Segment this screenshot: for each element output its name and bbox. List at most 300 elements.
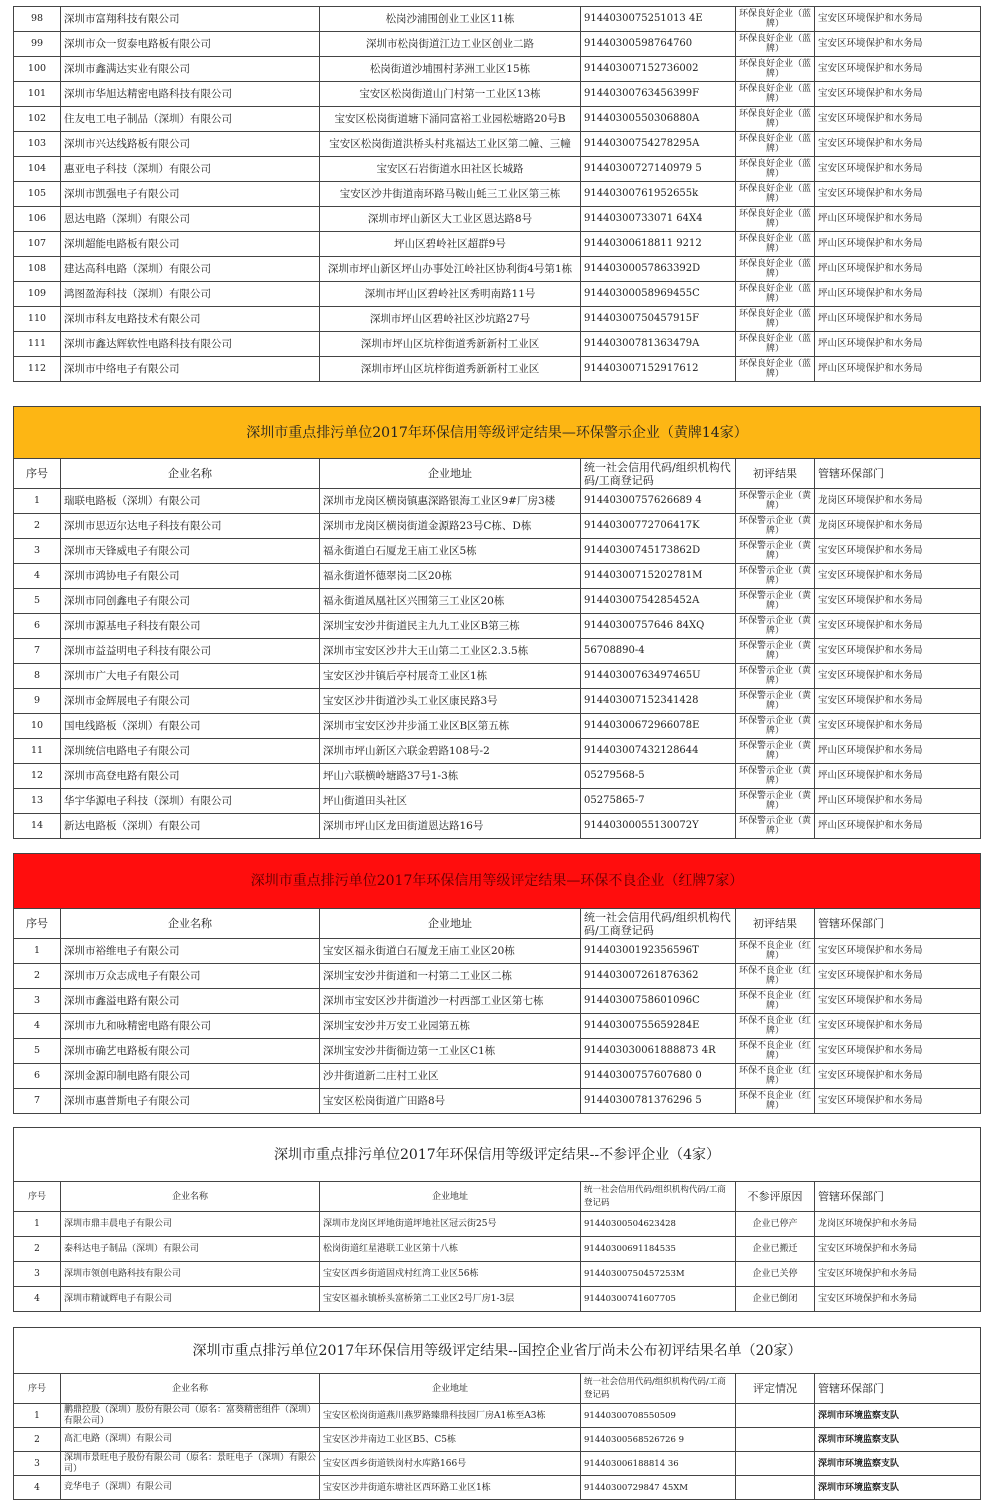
- company-name: 深圳市鑫达辉软性电路科技有限公司: [61, 332, 320, 357]
- company-address: 松岗沙浦围创业工业区11栋: [320, 7, 581, 32]
- header-no: 序号: [14, 1374, 61, 1404]
- supervising-department: 深圳市环境监察支队: [815, 1428, 981, 1452]
- nonrated-section: [13, 1127, 981, 1312]
- supervising-department: 宝安区环境保护和水务局: [815, 689, 981, 714]
- header-address: 企业地址: [320, 1374, 581, 1404]
- credit-code: 05275865-7: [581, 789, 736, 814]
- company-name: 深圳市确艺电路板有限公司: [61, 1039, 320, 1064]
- company-address: 松岗街道红星港联工业区第十八栋: [320, 1237, 581, 1262]
- company-address: 坪山街道田头社区: [320, 789, 581, 814]
- table-row: [14, 232, 981, 257]
- rating-result: 环保警示企业（黄牌）: [736, 489, 815, 514]
- rating-result: 环保良好企业（蓝牌）: [736, 257, 815, 282]
- row-number: 99: [14, 32, 61, 57]
- header-name: 企业名称: [61, 1374, 320, 1404]
- red-header-row: [14, 909, 981, 939]
- credit-code: 91440300618811 9212: [581, 232, 736, 257]
- company-address: 深圳市坪山区碧岭社区秀明南路11号: [320, 282, 581, 307]
- credit-code: 91440300550306880A: [581, 107, 736, 132]
- company-name: 深圳市鸿协电子有限公司: [61, 564, 320, 589]
- company-name: 深圳市源基电子科技有限公司: [61, 614, 320, 639]
- row-number: 11: [14, 739, 61, 764]
- non-rating-reason: 企业已关停: [736, 1262, 815, 1287]
- table-row: [14, 32, 981, 57]
- row-number: 2: [14, 964, 61, 989]
- nonrated-table: [13, 1181, 981, 1312]
- company-address: 宝安区西乡街道铁岗村水库路166号: [320, 1452, 581, 1476]
- row-number: 13: [14, 789, 61, 814]
- company-name: 深圳市裕维电子有限公司: [61, 939, 320, 964]
- header-status: 评定情况: [736, 1374, 815, 1404]
- header-no: 序号: [14, 909, 61, 939]
- header-dept: 管辖环保部门: [815, 1182, 981, 1212]
- company-name: 深圳市精诚辉电子有限公司: [61, 1287, 320, 1312]
- table-row: [14, 814, 981, 839]
- header-address: 企业地址: [320, 1182, 581, 1212]
- header-dept: 管辖环保部门: [815, 459, 981, 489]
- state-title: 深圳市重点排污单位2017年环保信用等级评定结果--国控企业省厅尚未公布初评结果名单（20家）: [13, 1327, 981, 1373]
- non-rating-reason: 企业已停产: [736, 1212, 815, 1237]
- row-number: 110: [14, 307, 61, 332]
- row-number: 10: [14, 714, 61, 739]
- table-row: [14, 714, 981, 739]
- row-number: 2: [14, 1428, 61, 1452]
- header-reason: 不参评原因: [736, 1182, 815, 1212]
- supervising-department: 宝安区环境保护和水务局: [815, 989, 981, 1014]
- header-result: 初评结果: [736, 909, 815, 939]
- company-name: 深圳市惠普斯电子有限公司: [61, 1089, 320, 1114]
- row-number: 4: [14, 1287, 61, 1312]
- rating-result: 环保良好企业（蓝牌）: [736, 282, 815, 307]
- rating-result: 环保良好企业（蓝牌）: [736, 207, 815, 232]
- supervising-department: 宝安区环境保护和水务局: [815, 939, 981, 964]
- company-address: 深圳宝安沙井万安工业园第五栋: [320, 1014, 581, 1039]
- company-address: 宝安区沙井街道沙头工业区康民路3号: [320, 689, 581, 714]
- company-name: 建达高科电路（深圳）有限公司: [61, 257, 320, 282]
- table-row: [14, 157, 981, 182]
- credit-code: 91440300057863392D: [581, 257, 736, 282]
- company-name: 深圳市高登电路有限公司: [61, 764, 320, 789]
- supervising-department: 宝安区环境保护和水务局: [815, 564, 981, 589]
- company-address: 深圳市坪山新区大工业区恩达路8号: [320, 207, 581, 232]
- table-row: [14, 564, 981, 589]
- rating-result: 环保警示企业（黄牌）: [736, 664, 815, 689]
- supervising-department: 坪山区环境保护和水务局: [815, 789, 981, 814]
- company-address: 宝安区松岗街道燕川燕罗路臻鼎科技园厂房A1栋至A3栋: [320, 1404, 581, 1428]
- credit-code: 91440300568526726 9: [581, 1428, 736, 1452]
- rating-result: 环保良好企业（蓝牌）: [736, 357, 815, 382]
- table-row: [14, 107, 981, 132]
- supervising-department: 坪山区环境保护和水务局: [815, 764, 981, 789]
- company-name: 住友电工电子制品（深圳）有限公司: [61, 107, 320, 132]
- credit-code: 91440300781363479A: [581, 332, 736, 357]
- credit-code: 91440300750457915F: [581, 307, 736, 332]
- supervising-department: 宝安区环境保护和水务局: [815, 1262, 981, 1287]
- row-number: 7: [14, 639, 61, 664]
- credit-code: 91440300745173862D: [581, 539, 736, 564]
- rating-result: 环保警示企业（黄牌）: [736, 514, 815, 539]
- company-address: 深圳市龙岗区坪地街道坪地社区冠云街25号: [320, 1212, 581, 1237]
- nonrated-title: 深圳市重点排污单位2017年环保信用等级评定结果--不参评企业（4家）: [13, 1127, 981, 1181]
- company-name: 新达电路板（深圳）有限公司: [61, 814, 320, 839]
- row-number: 3: [14, 989, 61, 1014]
- supervising-department: 宝安区环境保护和水务局: [815, 539, 981, 564]
- credit-code: 91440300758601096C: [581, 989, 736, 1014]
- credit-code: 91440300761952655k: [581, 182, 736, 207]
- table-row: [14, 357, 981, 382]
- rating-result: 环保不良企业（红牌）: [736, 1014, 815, 1039]
- credit-code: 914403006188814 36: [581, 1452, 736, 1476]
- company-name: 深圳市中络电子有限公司: [61, 357, 320, 382]
- yellow-title: 深圳市重点排污单位2017年环保信用等级评定结果—环保警示企业（黄牌14家）: [13, 406, 981, 458]
- red-section: [13, 853, 981, 1114]
- row-number: 1: [14, 939, 61, 964]
- row-number: 3: [14, 1262, 61, 1287]
- row-number: 103: [14, 132, 61, 157]
- supervising-department: 龙岗区环境保护和水务局: [815, 489, 981, 514]
- company-address: 深圳市坪山区坑梓街道秀新新村工业区: [320, 332, 581, 357]
- table-row: [14, 282, 981, 307]
- supervising-department: 坪山区环境保护和水务局: [815, 739, 981, 764]
- rating-status: [736, 1452, 815, 1476]
- header-address: 企业地址: [320, 459, 581, 489]
- credit-code: 914403007432128644: [581, 739, 736, 764]
- header-address: 企业地址: [320, 909, 581, 939]
- credit-code: 914403007261876362: [581, 964, 736, 989]
- header-result: 初评结果: [736, 459, 815, 489]
- company-name: 鸿图盈海科技（深圳）有限公司: [61, 282, 320, 307]
- rating-result: 环保警示企业（黄牌）: [736, 814, 815, 839]
- supervising-department: 宝安区环境保护和水务局: [815, 182, 981, 207]
- company-name: 深圳金源印制电路有限公司: [61, 1064, 320, 1089]
- company-address: 宝安区沙井镇后亭村展奇工业区1栋: [320, 664, 581, 689]
- row-number: 14: [14, 814, 61, 839]
- rating-result: 环保良好企业（蓝牌）: [736, 157, 815, 182]
- table-row: [14, 307, 981, 332]
- row-number: 6: [14, 1064, 61, 1089]
- row-number: 102: [14, 107, 61, 132]
- red-table: [13, 908, 981, 1114]
- row-number: 9: [14, 689, 61, 714]
- credit-code: 91440300757607680 0: [581, 1064, 736, 1089]
- rating-status: [736, 1476, 815, 1500]
- row-number: 5: [14, 589, 61, 614]
- company-name: 华宇华源电子科技（深圳）有限公司: [61, 789, 320, 814]
- table-row: [14, 1014, 981, 1039]
- credit-code: 91440300727140979 5: [581, 157, 736, 182]
- table-row: [14, 664, 981, 689]
- supervising-department: 坪山区环境保护和水务局: [815, 814, 981, 839]
- row-number: 8: [14, 664, 61, 689]
- credit-code: 91440300729847 45XM: [581, 1476, 736, 1500]
- table-row: [14, 332, 981, 357]
- company-name: 深圳市天锋威电子有限公司: [61, 539, 320, 564]
- company-name: 高汇电路（深圳）有限公司: [61, 1428, 320, 1452]
- rating-result: 环保不良企业（红牌）: [736, 1064, 815, 1089]
- supervising-department: 宝安区环境保护和水务局: [815, 1014, 981, 1039]
- company-address: 坪山区碧岭社区超群9号: [320, 232, 581, 257]
- credit-code: 91440300715202781M: [581, 564, 736, 589]
- rating-result: 环保良好企业（蓝牌）: [736, 7, 815, 32]
- row-number: 1: [14, 1404, 61, 1428]
- table-row: [14, 1262, 981, 1287]
- table-row: [14, 964, 981, 989]
- table-row: [14, 1452, 981, 1476]
- company-name: 深圳市华旭达精密电路科技有限公司: [61, 82, 320, 107]
- row-number: 112: [14, 357, 61, 382]
- row-number: 98: [14, 7, 61, 32]
- red-title: 深圳市重点排污单位2017年环保信用等级评定结果—环保不良企业（红牌7家）: [13, 853, 981, 908]
- supervising-department: 宝安区环境保护和水务局: [815, 32, 981, 57]
- company-address: 松岗街道沙埔围村茅洲工业区15栋: [320, 57, 581, 82]
- table-row: [14, 514, 981, 539]
- company-name: 竞华电子（深圳）有限公司: [61, 1476, 320, 1500]
- rating-result: 环保警示企业（黄牌）: [736, 539, 815, 564]
- supervising-department: 宝安区环境保护和水务局: [815, 107, 981, 132]
- table-row: [14, 207, 981, 232]
- company-address: 深圳市宝安区沙井步涌工业区B区第五栋: [320, 714, 581, 739]
- credit-code: 9144030075251013 4E: [581, 7, 736, 32]
- supervising-department: 宝安区环境保护和水务局: [815, 589, 981, 614]
- header-code: 统一社会信用代码/组织机构代码/工商登记码: [581, 459, 736, 489]
- rating-result: 环保良好企业（蓝牌）: [736, 57, 815, 82]
- supervising-department: 宝安区环境保护和水务局: [815, 132, 981, 157]
- rating-result: 环保警示企业（黄牌）: [736, 739, 815, 764]
- company-name: 深圳市万众志成电子有限公司: [61, 964, 320, 989]
- table-row: [14, 939, 981, 964]
- table-row: [14, 689, 981, 714]
- company-address: 福永街道凤凰社区兴围第三工业区20栋: [320, 589, 581, 614]
- non-rating-reason: 企业已搬迁: [736, 1237, 815, 1262]
- company-name: 恩达电路（深圳）有限公司: [61, 207, 320, 232]
- company-address: 宝安区福永镇桥头富桥第二工业区2号厂房1-3层: [320, 1287, 581, 1312]
- company-address: 宝安区沙井街道东塘社区西环路工业区1栋: [320, 1476, 581, 1500]
- header-dept: 管辖环保部门: [815, 909, 981, 939]
- row-number: 12: [14, 764, 61, 789]
- credit-code: 91440300504623428: [581, 1212, 736, 1237]
- row-number: 111: [14, 332, 61, 357]
- rating-result: 环保不良企业（红牌）: [736, 1039, 815, 1064]
- row-number: 104: [14, 157, 61, 182]
- supervising-department: 坪山区环境保护和水务局: [815, 307, 981, 332]
- supervising-department: 坪山区环境保护和水务局: [815, 207, 981, 232]
- rating-result: 环保不良企业（红牌）: [736, 964, 815, 989]
- credit-code: 91440300672966078E: [581, 714, 736, 739]
- row-number: 4: [14, 1014, 61, 1039]
- row-number: 108: [14, 257, 61, 282]
- company-name: 深圳市金辉展电子有限公司: [61, 689, 320, 714]
- blue-table: [13, 6, 981, 382]
- company-name: 深圳市鑫溢电路有限公司: [61, 989, 320, 1014]
- company-name: 深圳市鼎丰晨电子有限公司: [61, 1212, 320, 1237]
- company-address: 宝安区松岗街道塘下涌同富裕工业园松塘路20号B: [320, 107, 581, 132]
- supervising-department: 宝安区环境保护和水务局: [815, 1237, 981, 1262]
- supervising-department: 宝安区环境保护和水务局: [815, 614, 981, 639]
- state-section: [13, 1327, 981, 1500]
- company-name: 深圳市科友电路技术有限公司: [61, 307, 320, 332]
- company-address: 宝安区沙井南边工业区B5、C5栋: [320, 1428, 581, 1452]
- company-name: 深圳市凯强电子有限公司: [61, 182, 320, 207]
- rating-result: 环保良好企业（蓝牌）: [736, 132, 815, 157]
- table-row: [14, 182, 981, 207]
- row-number: 2: [14, 514, 61, 539]
- row-number: 106: [14, 207, 61, 232]
- company-name: 深圳市思迈尔达电子科技有限公司: [61, 514, 320, 539]
- company-address: 深圳市坪山区坑梓街道秀新新村工业区: [320, 357, 581, 382]
- supervising-department: 坪山区环境保护和水务局: [815, 332, 981, 357]
- company-address: 宝安区福永街道白石厦龙王庙工业区20栋: [320, 939, 581, 964]
- company-address: 宝安区松岗街道洪桥头村兆福达工业区第二幢、三幢: [320, 132, 581, 157]
- company-address: 宝安区石岩街道水田社区长城路: [320, 157, 581, 182]
- rating-result: 环保良好企业（蓝牌）: [736, 232, 815, 257]
- supervising-department: 坪山区环境保护和水务局: [815, 282, 981, 307]
- table-row: [14, 1237, 981, 1262]
- rating-result: 环保警示企业（黄牌）: [736, 614, 815, 639]
- credit-code: 91440300781376296 5: [581, 1089, 736, 1114]
- company-address: 深圳宝安沙井街道民主九九工业区B第三栋: [320, 614, 581, 639]
- header-name: 企业名称: [61, 459, 320, 489]
- credit-code: 56708890-4: [581, 639, 736, 664]
- non-rating-reason: 企业已倒闭: [736, 1287, 815, 1312]
- header-no: 序号: [14, 1182, 61, 1212]
- company-address: 宝安区沙井街道南环路马鞍山蚝三工业区第三栋: [320, 182, 581, 207]
- company-address: 深圳市龙岗区横岗镇惠深路银海工业区9#厂房3楼: [320, 489, 581, 514]
- credit-code: 91440300708550509: [581, 1404, 736, 1428]
- rating-result: 环保警示企业（黄牌）: [736, 589, 815, 614]
- company-name: 深圳市富翔科技有限公司: [61, 7, 320, 32]
- row-number: 3: [14, 1452, 61, 1476]
- supervising-department: 宝安区环境保护和水务局: [815, 1039, 981, 1064]
- row-number: 5: [14, 1039, 61, 1064]
- header-no: 序号: [14, 459, 61, 489]
- table-row: [14, 1212, 981, 1237]
- supervising-department: 龙岗区环境保护和水务局: [815, 514, 981, 539]
- credit-code: 91440300755659284E: [581, 1014, 736, 1039]
- credit-code: 91440300058969455C: [581, 282, 736, 307]
- table-row: [14, 7, 981, 32]
- row-number: 4: [14, 564, 61, 589]
- rating-result: 环保良好企业（蓝牌）: [736, 182, 815, 207]
- table-row: [14, 639, 981, 664]
- rating-result: 环保良好企业（蓝牌）: [736, 332, 815, 357]
- row-number: 2: [14, 1237, 61, 1262]
- supervising-department: 龙岗区环境保护和水务局: [815, 1212, 981, 1237]
- company-name: 瑞联电路板（深圳）有限公司: [61, 489, 320, 514]
- row-number: 107: [14, 232, 61, 257]
- header-name: 企业名称: [61, 909, 320, 939]
- company-address: 坪山六联横岭塘路37号1-3栋: [320, 764, 581, 789]
- rating-result: 环保不良企业（红牌）: [736, 989, 815, 1014]
- rating-result: 环保良好企业（蓝牌）: [736, 107, 815, 132]
- company-name: 深圳市鑫满达实业有限公司: [61, 57, 320, 82]
- supervising-department: 宝安区环境保护和水务局: [815, 714, 981, 739]
- supervising-department: 宝安区环境保护和水务局: [815, 57, 981, 82]
- company-address: 宝安区松岗街道山门村第一工业区13栋: [320, 82, 581, 107]
- supervising-department: 坪山区环境保护和水务局: [815, 357, 981, 382]
- table-row: [14, 989, 981, 1014]
- state-table: [13, 1373, 981, 1500]
- row-number: 1: [14, 1212, 61, 1237]
- table-row: [14, 589, 981, 614]
- company-address: 深圳宝安沙井街衙边第一工业区C1栋: [320, 1039, 581, 1064]
- yellow-table: [13, 458, 981, 839]
- rating-result: 环保警示企业（黄牌）: [736, 714, 815, 739]
- table-row: [14, 1039, 981, 1064]
- company-name: 深圳市九和咏精密电路有限公司: [61, 1014, 320, 1039]
- company-address: 深圳市坪山区碧岭社区沙坑路27号: [320, 307, 581, 332]
- supervising-department: 深圳市环境监察支队: [815, 1404, 981, 1428]
- header-name: 企业名称: [61, 1182, 320, 1212]
- table-row: [14, 739, 981, 764]
- credit-code: 91440300750457253M: [581, 1262, 736, 1287]
- company-address: 福永街道怀德翠岗二区20栋: [320, 564, 581, 589]
- supervising-department: 宝安区环境保护和水务局: [815, 1287, 981, 1312]
- credit-code: 91440300598764760: [581, 32, 736, 57]
- table-row: [14, 257, 981, 282]
- rating-result: 环保良好企业（蓝牌）: [736, 32, 815, 57]
- header-dept: 管辖环保部门: [815, 1374, 981, 1404]
- credit-code: 91440300733071 64X4: [581, 207, 736, 232]
- company-address: 深圳市龙岗区横岗街道金源路23号C栋、D栋: [320, 514, 581, 539]
- company-name: 泰科达电子制品（深圳）有限公司: [61, 1237, 320, 1262]
- company-address: 深圳市宝安区沙井大王山第二工业区2.3.5栋: [320, 639, 581, 664]
- table-row: [14, 1064, 981, 1089]
- nonrated-header-row: [14, 1182, 981, 1212]
- company-address: 沙井街道新二庄村工业区: [320, 1064, 581, 1089]
- row-number: 6: [14, 614, 61, 639]
- credit-code: 91440300192356596T: [581, 939, 736, 964]
- rating-result: 环保警示企业（黄牌）: [736, 639, 815, 664]
- header-code: 统一社会信用代码/组织机构代码/工商登记码: [581, 909, 736, 939]
- state-header-row: [14, 1374, 981, 1404]
- credit-code: 91440300741607705: [581, 1287, 736, 1312]
- credit-code: 91440300754278295A: [581, 132, 736, 157]
- company-address: 深圳市松岗街道江边工业区创业二路: [320, 32, 581, 57]
- table-row: [14, 614, 981, 639]
- supervising-department: 宝安区环境保护和水务局: [815, 1089, 981, 1114]
- supervising-department: 深圳市环境监察支队: [815, 1476, 981, 1500]
- row-number: 7: [14, 1089, 61, 1114]
- credit-code: 91440300772706417K: [581, 514, 736, 539]
- company-address: 宝安区西乡街道固戍村红湾工业区56栋: [320, 1262, 581, 1287]
- rating-result: 环保良好企业（蓝牌）: [736, 307, 815, 332]
- supervising-department: 宝安区环境保护和水务局: [815, 639, 981, 664]
- supervising-department: 坪山区环境保护和水务局: [815, 232, 981, 257]
- credit-code: 91440300763497465U: [581, 664, 736, 689]
- supervising-department: 坪山区环境保护和水务局: [815, 257, 981, 282]
- company-address: 深圳宝安沙井街道和一村第二工业区二栋: [320, 964, 581, 989]
- table-row: [14, 539, 981, 564]
- company-name: 深圳市领创电路科技有限公司: [61, 1262, 320, 1287]
- table-row: [14, 1476, 981, 1500]
- rating-result: 环保警示企业（黄牌）: [736, 764, 815, 789]
- row-number: 109: [14, 282, 61, 307]
- supervising-department: 宝安区环境保护和水务局: [815, 82, 981, 107]
- credit-code: 91440300055130072Y: [581, 814, 736, 839]
- credit-code: 91440300754285452A: [581, 589, 736, 614]
- credit-code: 91440300763456399F: [581, 82, 736, 107]
- table-row: [14, 764, 981, 789]
- credit-code: 05279568-5: [581, 764, 736, 789]
- company-name: 深圳市益益明电子科技有限公司: [61, 639, 320, 664]
- company-name: 深圳市广大电子有限公司: [61, 664, 320, 689]
- table-row: [14, 1404, 981, 1428]
- company-address: 深圳市宝安区沙井街道沙一村西部工业区第七栋: [320, 989, 581, 1014]
- table-row: [14, 489, 981, 514]
- rating-status: [736, 1404, 815, 1428]
- header-code: 统一社会信用代码/组织机构代码/工商登记码: [581, 1374, 736, 1404]
- table-row: [14, 132, 981, 157]
